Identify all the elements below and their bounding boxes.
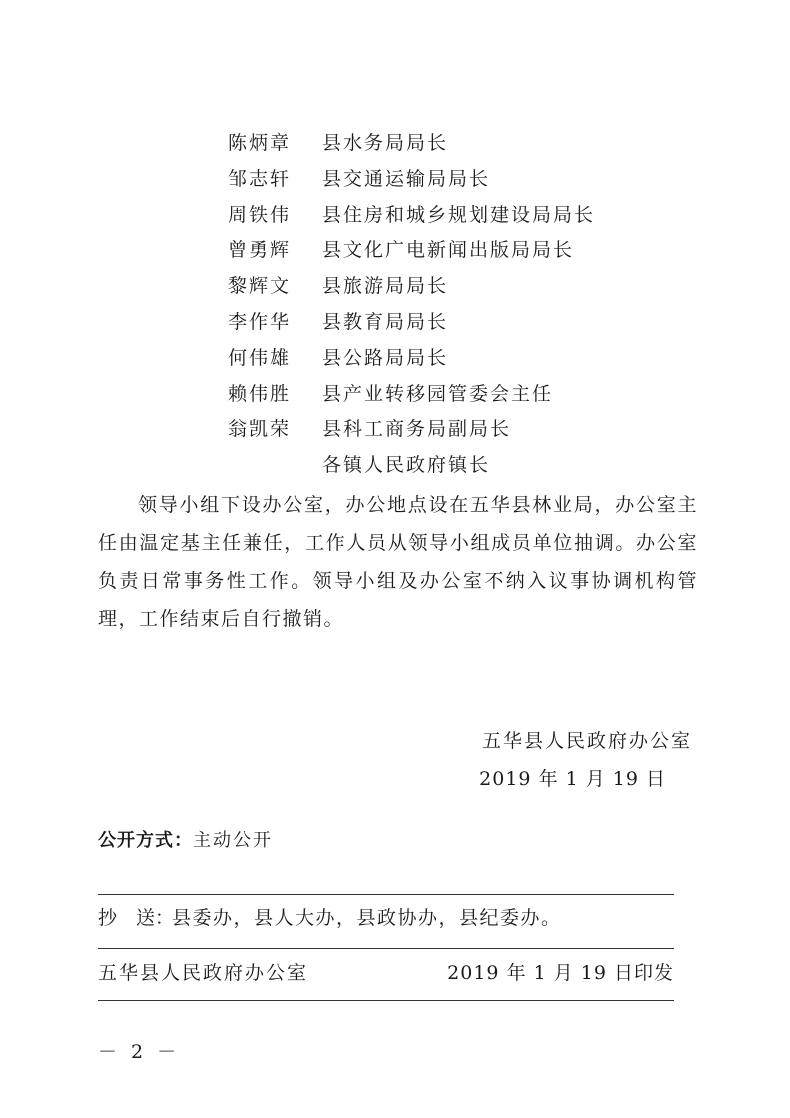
member-row — [0, 235, 790, 265]
member-row — [0, 414, 790, 444]
member-role: 各镇人民政府镇长 — [322, 454, 491, 476]
member-row — [0, 343, 790, 373]
signature-date: 2019 年 1 月 19 日 — [479, 768, 666, 790]
cc-label: 抄 送： — [98, 907, 175, 929]
member-name: 黎辉文 — [228, 275, 292, 297]
member-name: 周铁伟 — [228, 204, 292, 226]
footer-date: 2019 年 1 月 19 日印发 — [447, 962, 674, 984]
divider-middle — [98, 948, 674, 949]
member-name: 赖伟胜 — [228, 383, 292, 405]
member-name: 邹志轩 — [228, 168, 292, 190]
member-role: 县旅游局局长 — [322, 275, 449, 297]
member-name: 陈炳章 — [228, 132, 292, 154]
member-row — [0, 128, 790, 158]
signature-org: 五华县人民政府办公室 — [481, 730, 692, 752]
divider-top — [98, 894, 674, 895]
divider-bottom — [98, 1000, 674, 1001]
member-name: 何伟雄 — [228, 347, 292, 369]
body-paragraph: 领导小组下设办公室，办公地点设在五华县林业局，办公室主任由温定基主任兼任，工作人员从领导小组成员单位抽调。办公室负责日常事务性工作。领导小组及办公室不纳入议事协调机构管理，工作结束后自行撤销。 — [98, 494, 698, 630]
member-role: 县交通运输局局长 — [322, 168, 491, 190]
member-name: 曾勇辉 — [228, 239, 292, 261]
disclosure-label: 公开方式： — [98, 830, 193, 851]
member-role: 县文化广电新闻出版局局长 — [322, 239, 575, 261]
member-role: 县科工商务局副局长 — [322, 418, 512, 440]
member-row — [0, 450, 790, 480]
member-row — [0, 271, 790, 301]
member-role: 县产业转移园管委会主任 — [322, 383, 554, 405]
cc-recipients: 县委办，县人大办，县政协办，县纪委办。 — [172, 907, 562, 929]
member-row — [0, 200, 790, 230]
cc-line — [98, 903, 562, 933]
member-role: 县教育局局长 — [322, 311, 449, 333]
member-row — [0, 164, 790, 194]
disclosure-value: 主动公开 — [193, 830, 273, 851]
disclosure-line — [98, 826, 273, 856]
member-row — [0, 307, 790, 337]
member-role: 县水务局局长 — [322, 132, 449, 154]
footer-org: 五华县人民政府办公室 — [98, 962, 309, 984]
member-role: 县公路局局长 — [322, 347, 449, 369]
member-name: 翁凯荣 — [228, 418, 292, 440]
member-row — [0, 379, 790, 409]
member-name: 李作华 — [228, 311, 292, 333]
page-number: － 2 － — [98, 1041, 181, 1063]
member-role: 县住房和城乡规划建设局局长 — [322, 204, 596, 226]
